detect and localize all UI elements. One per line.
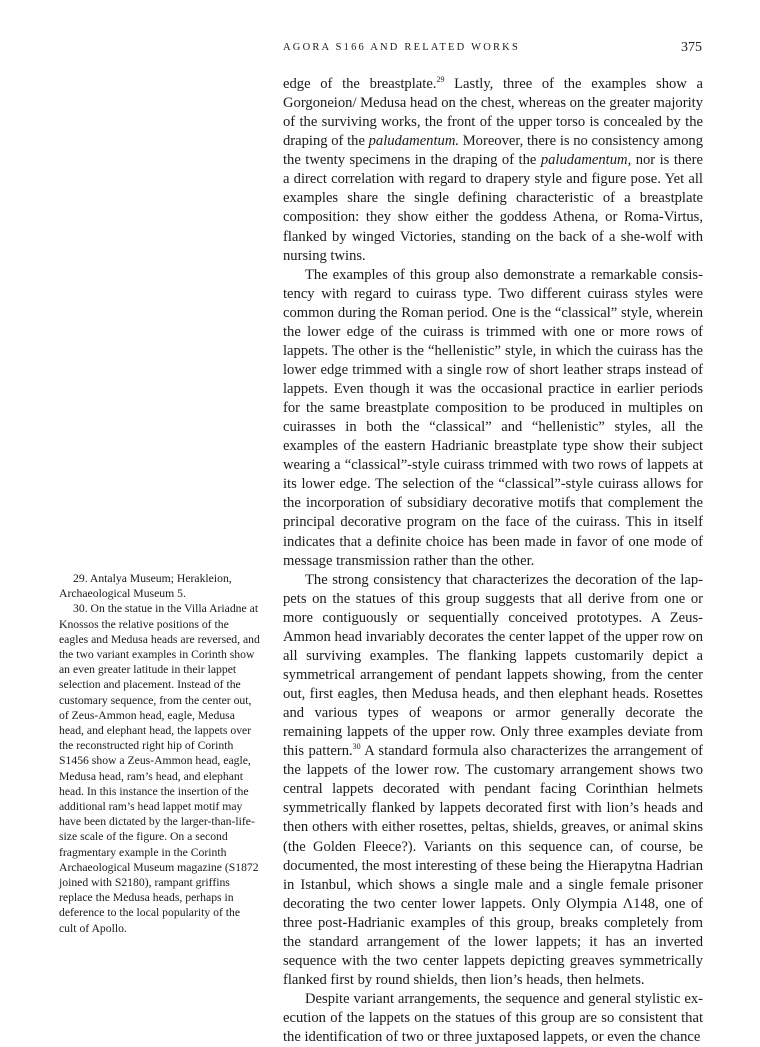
paragraph-1-text-a: edge of the breastplate. [283, 76, 437, 92]
paragraph-3 [283, 571, 703, 990]
italic-term: paludamentum, [540, 152, 632, 169]
paragraph-1-text-b: Lastly, three of the examples show a Gorgoneion/ Medusa head on the chest, whereas on the greater majority of the surviving works, the front of the upper torso is concealed by the draping of the [283, 76, 703, 150]
footnote-ref-29: 29 [436, 75, 445, 85]
page-number: 375 [681, 40, 702, 55]
paragraph-4: Despite variant arrangements, the sequence and general stylistic execution of the lappets on the statues of this group are so consistent that the identification of two or three juxtaposed lappets, or even the chance [283, 991, 703, 1046]
paragraph-3-text-b: A standard formula also characterizes the arrangement of the lappets of the lower row. The customary arrangement shows two central lappets decorated with pendant facing Corinthian helmets symmetrically flanked by lappets decorated first with lion’s heads and then others with either rosettes, peltas, shields, greaves, or animal skins (the Golden Fleece?). Variants on this sequence can, of course, be documented, the most interesting of these being the Hierapytna Hadrian in Istanbul, which shows a single male and a single female prisoner decorating the two center lower lappets. Only Olympia Λ148, one of three post-Hadrianic examples of this group, breaks completely from the standard arrangement of the lower lappets; it has an inverted sequence with the two center lappets depicting greaves symmetrically flanked first by round shields, then lion’s heads, then helmets. [283, 743, 703, 988]
footnotes-column [59, 571, 260, 936]
footnote-29: 29. Antalya Museum; Herakleion, Archaeological Museum 5. [59, 572, 232, 601]
paragraph-1-text-d: nor is there a direct correlation with regard to drapery style and figure pose. Yet all examples share the single defining characteristic of a breastplate composition: they show either the goddess Athena, or Roma-Virtus, flanked by winged Victories, standing on the back of a she-wolf with nursing twins. [283, 152, 703, 264]
paragraph-1-text-c: Moreover, there is no consistency among the twenty specimens in the draping of the [283, 133, 703, 169]
italic-term: paludamentum. [368, 133, 460, 150]
running-title: AGORA S166 AND RELATED WORKS [283, 42, 521, 53]
main-text-column [283, 75, 703, 1047]
paragraph-3-text-a: The strong consistency that characterizes the decoration of the lappets on the statues of this group suggests that all derive from one or more contiguously or sequentially conceived prototypes. A Zeus-Ammon head invariably decorates the center lappet of the upper row on all surviving examples. The flanking lappets customarily depict a symmetrical arrangement of pendant lappets showing, from the center out, first eagles, then Medusa heads, and then elephant heads. Rosettes and various types of weapons or armor generally decorate the remaining lappets of the upper row. Only three examples deviate from this pattern. [283, 571, 703, 760]
paragraph-2: The examples of this group also demonstrate a remarkable consistency with regard to cuirass type. Two different cuirass styles were common during the Roman period. One is the “classical” style, wherein the lower edge of the cuirass is trimmed with one or more rows of lappets. The other is the “hellenistic” style, in which the cuirass has the lower edge trimmed with a single row of short leather straps instead of lappets. Even though it was the occasional practice in earlier periods for the same breastplate composition to be produced in multiples on cuirasses in both the “classical” and “hellenistic” styles, all the examples of the eastern Hadrianic breastplate type show their subject wearing a “classical”-style cuirass trimmed with two rows of lappets at its lower edge. The selection of the “classical”-style cuirass allows for the incorporation of subsidiary decorative motifs that complement the principal decorative program on the face of the cuirass. This in itself indicates that a definite choice has been made in favor of one mode of message transmission rather than the other. [283, 266, 703, 569]
footnote-30: 30. On the statue in the Villa Ariadne at Knossos the relative positions of the eagles and Medusa heads are reversed, and the two variant examples in Corinth show an even greater latitude in their lappet selection and placement. Instead of the customary sequence, from the center out, of Zeus-Ammon head, eagle, Medusa head, and elephant head, the lappets over the reconstructed right hip of Corinth S1456 show a Zeus-Ammon head, eagle, Medusa head, ram’s head, and elephant head. In this instance the insertion of the additional ram’s head lappet motif may have been dictated by the larger-than-life-size scale of the figure. On a second fragmentary example in the Corinth Archaeological Museum magazine (S1872 joined with S2180), rampant griffins replace the Medusa heads, perhaps in deference to the local popularity of the cult of Apollo. [59, 602, 260, 935]
running-head [283, 40, 702, 60]
paragraph-1 [283, 75, 703, 266]
footnote-ref-30: 30 [352, 742, 361, 752]
